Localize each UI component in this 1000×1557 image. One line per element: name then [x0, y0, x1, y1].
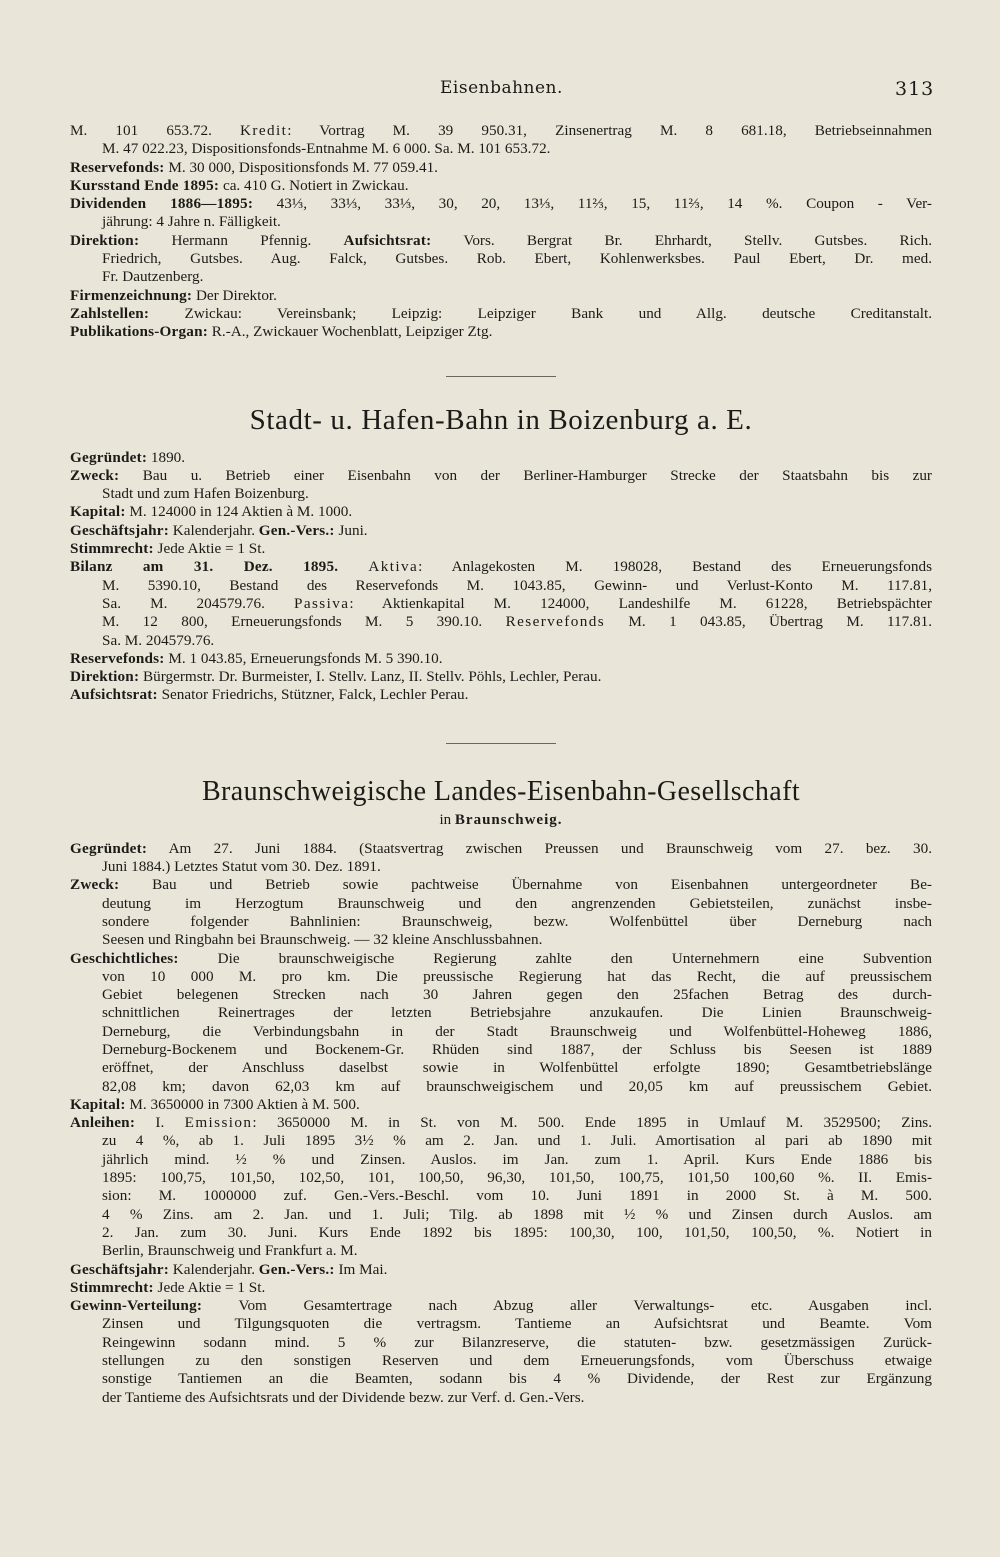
text-line: Gegründet: Am 27. Juni 1884. (Staatsvertrag zwischen Preussen und Braunschweig vom 27. bez. 30. — [70, 839, 932, 857]
text-line: M. 47 022.23, Dispositionsfonds-Entnahme M. 6 000. Sa. M. 101 653.72. — [102, 140, 551, 158]
text-line: schnittlichen Reinertrages der letzten Betriebsjahre anzukaufen. Die Linien Braunschweig- — [102, 1004, 932, 1022]
page-body — [70, 122, 932, 1407]
text-line: jährung: 4 Jahre n. Fälligkeit. — [102, 213, 281, 231]
text-line: M. 12 800, Erneuerungsfonds M. 5 390.10. Reservefonds M. 1 043.85, Übertrag M. 117.81. — [102, 613, 932, 631]
text-line: Reservefonds: M. 30 000, Dispositionsfonds M. 77 059.41. — [70, 158, 438, 176]
text-line: Zahlstellen: Zwickau: Vereinsbank; Leipzig: Leipziger Bank und Allg. deutsche Creditanstalt. — [70, 304, 932, 322]
text-line: sonstige Tantiemen an die Beamten, sodann bis 4 % Dividende, der Rest zur Ergänzung — [102, 1370, 932, 1388]
subheading-place: Braunschweig. — [454, 811, 563, 828]
section-heading-boizenburg: Stadt- u. Hafen-Bahn in Boizenburg a. E. — [249, 403, 753, 436]
text-line: Gewinn-Verteilung: Vom Gesamtertrage nach Abzug aller Verwaltungs- etc. Ausgaben incl. — [70, 1297, 932, 1315]
text-line: zu 4 %, ab 1. Juli 1895 3½ % am 2. Jan. und 1. Juli. Amortisation al pari ab 1890 mit — [102, 1132, 932, 1150]
text-line: 2. Jan. zum 30. Juni. Kurs Ende 1892 bis 1895: 100,30, 100, 101,50, 100,50, %. Notiert in — [102, 1223, 932, 1241]
text-line: Zweck: Bau u. Betrieb einer Eisenbahn von der Berliner-Hamburger Strecke der Staatsbahn bis zur — [70, 466, 932, 484]
text-line: Publikations-Organ: R.-A., Zwickauer Wochenblatt, Leipziger Ztg. — [70, 323, 493, 341]
text-line: Fr. Dautzenberg. — [102, 268, 204, 286]
text-line: Geschäftsjahr: Kalenderjahr. Gen.-Vers.: Im Mai. — [70, 1260, 388, 1278]
text-line: Kursstand Ende 1895: ca. 410 G. Notiert in Zwickau. — [70, 176, 409, 194]
text-line: jährlich mind. ½ % und Zinsen. Auslos. im Jan. zum 1. April. Kurs Ende 1886 bis — [102, 1150, 932, 1168]
section-heading-braunschweig: Braunschweigische Landes-Eisenbahn-Gesellschaft — [201, 775, 801, 807]
text-line: Firmenzeichnung: Der Direktor. — [70, 286, 277, 304]
subheading-prefix: in — [439, 811, 452, 828]
text-line: Kapital: M. 124000 in 124 Aktien à M. 1000. — [70, 503, 353, 521]
text-line: Seesen und Ringbahn bei Braunschweig. — 32 kleine Anschlussbahnen. — [102, 931, 543, 949]
text-line: eröffnet, der Anschluss daselbst sowie in Wolfenbüttel erfolgte 1890; Gesamtbetriebslänge — [102, 1059, 932, 1077]
text-line: stellungen zu den sonstigen Reserven und dem Erneuerungsfonds, vom Überschuss etwaige — [102, 1352, 932, 1370]
text-line: Anleihen: I. Emission: 3650000 M. in St. von M. 500. Ende 1895 in Umlauf M. 3529500; Zins. — [70, 1114, 932, 1132]
running-head — [0, 78, 1000, 106]
text-line: Bilanz am 31. Dez. 1895. Aktiva: Anlagekosten M. 198028, Bestand des Erneuerungsfonds — [70, 558, 932, 576]
text-line: Stimmrecht: Jede Aktie = 1 St. — [70, 1278, 266, 1296]
text-line: sondere folgender Bahnlinien: Braunschweig, bezw. Wolfenbüttel über Derneburg nach — [102, 912, 932, 930]
text-line: M. 101 653.72. Kredit: Vortrag M. 39 950.31, Zinsenertrag M. 8 681.18, Betriebseinnahmen — [70, 122, 932, 139]
text-line: der Tantieme des Aufsichtsrats und der Dividende bezw. zur Verf. d. Gen.-Vers. — [102, 1388, 585, 1406]
section-divider — [446, 376, 556, 377]
text-line: von 10 000 M. pro km. Die preussische Regierung hat das Recht, die auf preussischem — [102, 967, 932, 985]
text-line: Stimmrecht: Jede Aktie = 1 St. — [70, 540, 266, 558]
text-line: Derneburg, die Verbindungsbahn in der Stadt Braunschweig und Wolfenbüttel-Hoheweg 1886, — [102, 1022, 932, 1040]
text-line: Sa. M. 204579.76. — [102, 631, 215, 649]
text-line: Aufsichtsrat: Senator Friedrichs, Stützner, Falck, Lechler Perau. — [70, 686, 469, 704]
text-line: M. 5390.10, Bestand des Reservefonds M. 1043.85, Gewinn- und Verlust-Konto M. 117.81, — [102, 576, 932, 594]
text-line: Direktion: Bürgermstr. Dr. Burmeister, I. Stellv. Lanz, II. Stellv. Pöhls, Lechler, Perau. — [70, 668, 602, 686]
text-line: Gegründet: 1890. — [70, 448, 186, 466]
section-zwickau-continuation — [70, 122, 932, 342]
text-line: Dividenden 1886—1895: 43⅓, 33⅓, 33⅓, 30, 20, 13⅓, 11⅔, 15, 11⅔, 14 %. Coupon - Ver- — [70, 195, 932, 213]
text-line: Zweck: Bau und Betrieb sowie pachtweise Übernahme von Eisenbahnen untergeordneter Be- — [70, 876, 932, 894]
section-subheading-braunschweig — [70, 810, 932, 830]
text-line: Zinsen und Tilgungsquoten die vertragsm. Tantieme an Aufsichtsrat und Beamte. Vom — [102, 1315, 932, 1333]
text-line: Juni 1884.) Letztes Statut vom 30. Dez. 1891. — [102, 858, 381, 876]
text-line: Friedrich, Gutsbes. Aug. Falck, Gutsbes. Rob. Ebert, Kohlenwerksbes. Paul Ebert, Dr. med. — [102, 250, 932, 268]
text-line: Gebiet belegenen Strecken nach 30 Jahren gegen den 25fachen Betrag des durch- — [102, 986, 932, 1004]
text-line: Berlin, Braunschweig und Frankfurt a. M. — [102, 1242, 358, 1260]
text-line: Derneburg-Bockenem und Bockenem-Gr. Rhüden sind 1887, der Schluss bis Seesen ist 1889 — [102, 1040, 932, 1058]
section-divider — [446, 743, 556, 744]
running-title: Eisenbahnen. — [440, 78, 563, 98]
text-line: sion: M. 1000000 zuf. Gen.-Vers.-Beschl. vom 10. Juni 1891 in 2000 St. à M. 500. — [102, 1187, 932, 1205]
text-line: Reingewinn sodann mind. 5 % zur Bilanzreserve, die statuten- bzw. gesetzmässigen Zurück- — [102, 1333, 932, 1351]
text-line: Direktion: Hermann Pfennig. Aufsichtsrat: Vors. Bergrat Br. Ehrhardt, Stellv. Gutsbes. Rich. — [70, 231, 932, 249]
section-braunschweig — [70, 840, 932, 1407]
section-boizenburg — [70, 449, 932, 705]
text-line: Stadt und zum Hafen Boizenburg. — [102, 485, 309, 503]
text-line: 82,08 km; davon 62,03 km auf braunschweigischem und 20,05 km auf preussischem Gebiet. — [102, 1077, 932, 1095]
text-line: deutung im Herzogtum Braunschweig und den angrenzenden Gebietsteilen, zunächst insbe- — [102, 894, 932, 912]
text-line: Sa. M. 204579.76. Passiva: Aktienkapital M. 124000, Landeshilfe M. 61228, Betriebspächter — [102, 594, 932, 612]
text-line: 4 % Zins. am 2. Jan. und 1. Juli; Tilg. ab 1898 mit ½ % und Zinsen durch Auslos. am — [102, 1205, 932, 1223]
page-number: 313 — [895, 78, 935, 100]
text-line: Geschäftsjahr: Kalenderjahr. Gen.-Vers.: Juni. — [70, 521, 368, 539]
text-line: 1895: 100,75, 101,50, 102,50, 101, 100,50, 96,30, 101,50, 100,75, 101,50 100,60 %. II. Emis- — [102, 1169, 932, 1187]
text-line: Reservefonds: M. 1 043.85, Erneuerungsfonds M. 5 390.10. — [70, 649, 443, 667]
text-line: Geschichtliches: Die braunschweigische Regierung zahlte den Unternehmern eine Subvention — [70, 949, 932, 967]
text-line: Kapital: M. 3650000 in 7300 Aktien à M. 500. — [70, 1095, 360, 1113]
